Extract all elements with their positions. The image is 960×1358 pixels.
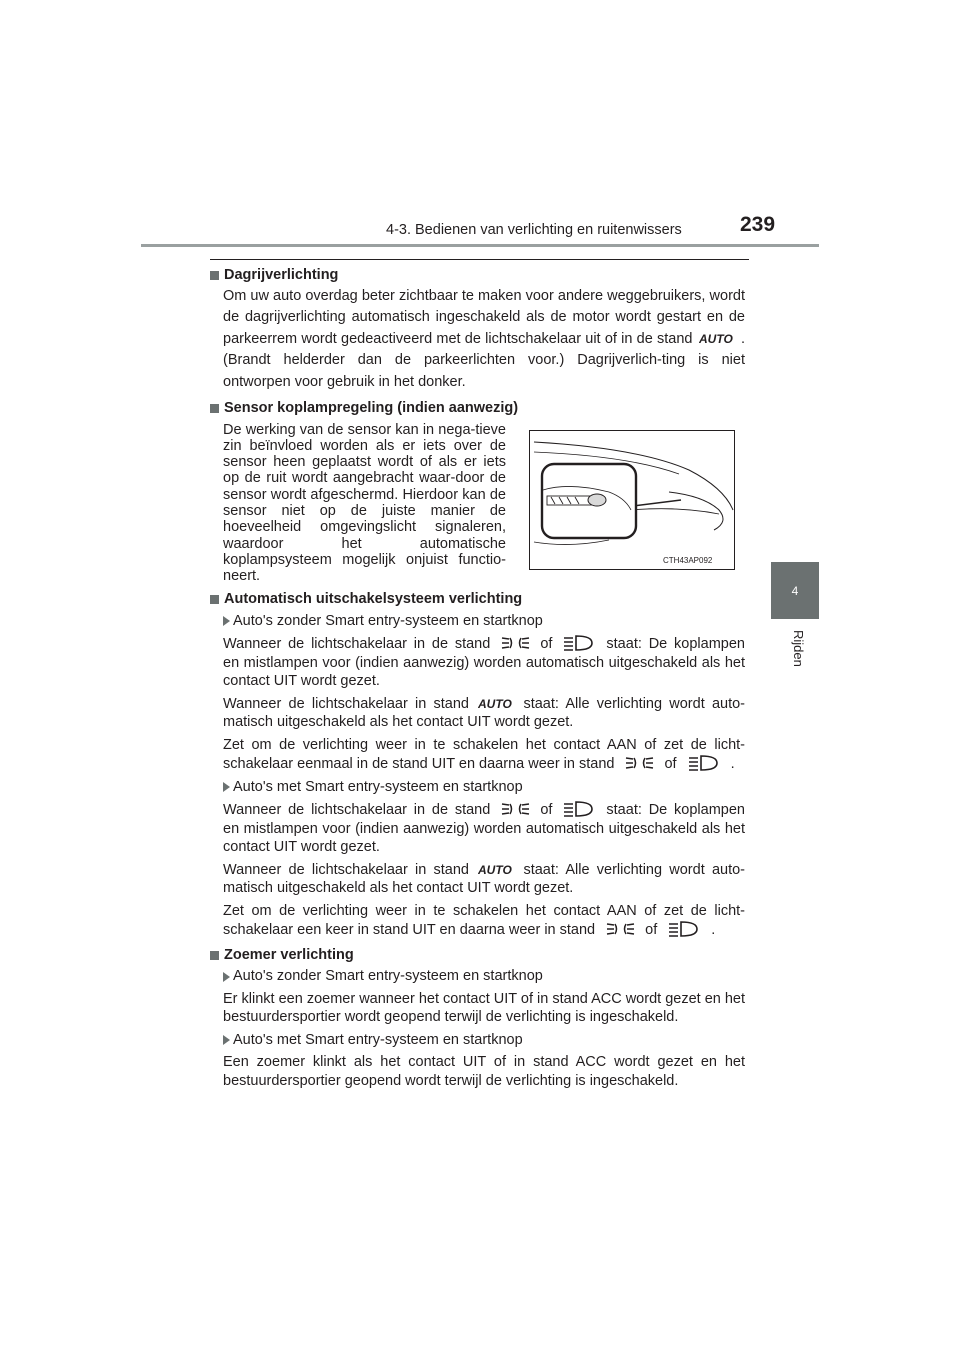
arrow-bullet-icon [223, 972, 230, 982]
chapter-tab [771, 562, 819, 619]
arrow-bullet-icon [223, 616, 230, 626]
image-code: CTH43AP092 [663, 555, 713, 565]
paragraph: Wanneer de lichtschakelaar in stand staat: Alle verlichting wordt auto-matisch uitgeschakeld als het contact UIT wordt gezet. [223, 861, 745, 897]
sensor-illustration [529, 430, 735, 570]
header-rule [141, 244, 819, 247]
chapter-number: 4 [791, 583, 799, 598]
subheading: Auto's met Smart entry-systeem en startknop [223, 1031, 745, 1050]
chapter-label: Rijden [791, 630, 806, 667]
paragraph: Wanneer de lichtschakelaar in de stand of staat: De koplampen en mistlampen voor (indien aanwezig) worden automatisch uitgeschakeld als het contact UIT wordt gezet. [223, 802, 745, 856]
auto-icon [478, 862, 514, 876]
section-heading-sensor: Sensor koplampregeling (indien aanwezig) [210, 399, 745, 418]
paragraph: Er klinkt een zoemer wanneer het contact UIT of in stand ACC wordt gezet en het bestuurdersportier wordt geopend terwijl de verlichting is ingeschakeld. [223, 990, 746, 1026]
subheading: Auto's met Smart entry-systeem en startknop [223, 778, 745, 797]
paragraph: Een zoemer klinkt als het contact UIT of in stand ACC wordt gezet en het bestuurdersportier geopend wordt terwijl de verlichting is ingeschakeld. [223, 1054, 745, 1089]
fog-light-icon [624, 754, 654, 772]
sensor-description: De werking van de sensor kan in nega-tieve zin beïnvloed worden als er iets over de sensor heen geplaatst wordt of als er iets op de ruit wordt aangebracht waar-door de sensor wordt afgeschermd. Hierdoor kan de sensor niet op de juiste manier de hoeveelheid omgevingslicht signaleren, waardoor het automatische koplampsysteem mogelijk onjuist functio-neert. [223, 421, 506, 585]
subheading: Auto's zonder Smart entry-systeem en startknop [223, 967, 745, 986]
page-number: 239 [740, 213, 776, 236]
section-heading-uitschakelsysteem: Automatisch uitschakelsysteem verlichting [210, 590, 745, 609]
headlight-icon [687, 754, 721, 772]
paragraph: Zet om de verlichting weer in te schakelen het contact AAN of zet de licht-schakelaar een keer in stand UIT en daarna weer in stand of . [223, 902, 745, 939]
bullet-square-icon [210, 271, 219, 280]
bullet-square-icon [210, 404, 219, 413]
paragraph: Zet om de verlichting weer in te schakelen het contact AAN of zet de licht-schakelaar eenmaal in de stand UIT en daarna weer in stand of . [223, 736, 745, 773]
auto-icon [699, 331, 735, 345]
paragraph: Wanneer de lichtschakelaar in de stand of staat: De koplampen en mistlampen voor (indien aanwezig) worden automatisch uitgeschakeld als het contact UIT wordt gezet. [223, 636, 745, 690]
fog-light-icon [605, 920, 635, 938]
section-title: 4-3. Bedienen van verlichting en ruitenwissers [386, 222, 682, 238]
page-content [210, 266, 745, 1094]
bullet-square-icon [210, 595, 219, 604]
paragraph: Om uw auto overdag beter zichtbaar te maken voor andere weggebruikers, wordt de dagrijverlichting automatisch ingeschakeld als de motor wordt gestart en de parkeerrem wordt gedeactiveerd met de lichtschakelaar uit of in de stand . (Brandt helderder dan de parkeerlichten voor.) Dagrijverlich-ting is niet ontworpen voor gebruik in het donker. [223, 287, 745, 390]
sensor-block [223, 422, 745, 585]
bullet-square-icon [210, 951, 219, 960]
auto-icon [478, 696, 514, 710]
section-heading-dagrijverlichting: Dagrijverlichting [210, 266, 745, 285]
section-heading-zoemer: Zoemer verlichting [210, 946, 745, 965]
content-top-rule [210, 259, 749, 260]
headlight-icon [667, 920, 701, 938]
arrow-bullet-icon [223, 1035, 230, 1045]
fog-light-icon [500, 800, 530, 818]
subheading: Auto's zonder Smart entry-systeem en startknop [223, 612, 745, 631]
paragraph: Wanneer de lichtschakelaar in stand staat: Alle verlichting wordt auto-matisch uitgeschakeld als het contact UIT wordt gezet. [223, 695, 745, 731]
headlight-icon [562, 800, 596, 818]
arrow-bullet-icon [223, 782, 230, 792]
fog-light-icon [500, 634, 530, 652]
headlight-icon [562, 634, 596, 652]
